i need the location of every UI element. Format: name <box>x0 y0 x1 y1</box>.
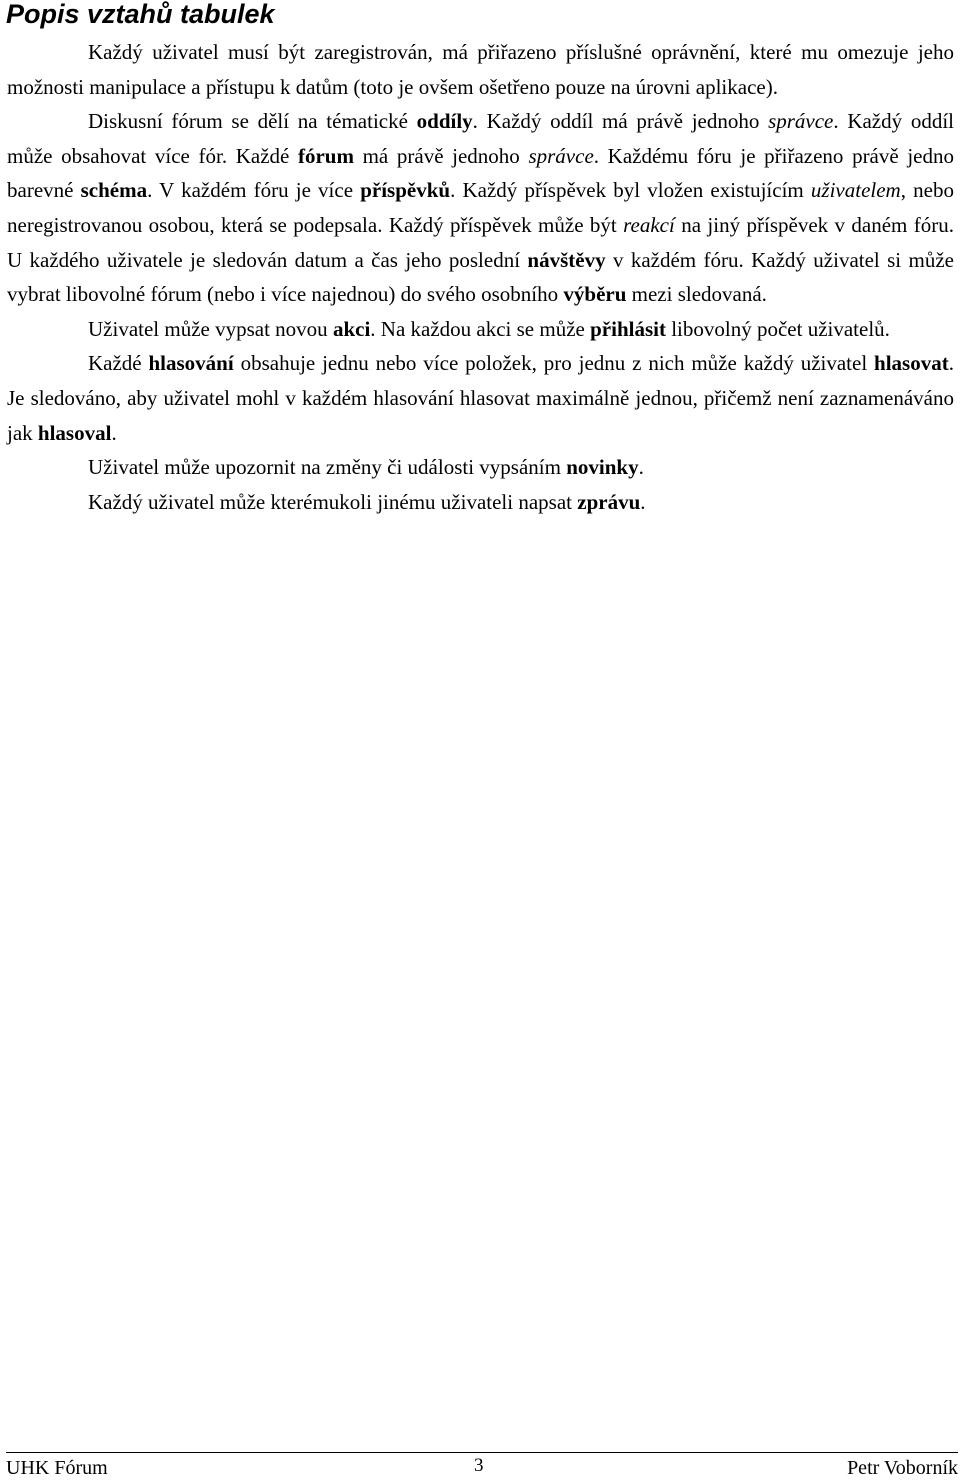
text-run: . Je sledováno, aby uživatel mohl v každém hlasování hlasovat maximálně jednou, přičemž není zaznamenáváno jak <box>7 351 954 445</box>
body-text <box>7 35 954 519</box>
text-run: má právě jednoho <box>353 143 529 168</box>
paragraph <box>7 104 954 312</box>
bold-term: hlasování <box>148 351 234 376</box>
italic-term: uživatelem <box>810 178 901 203</box>
text-run: na jiný příspěvek v daném fóru. U každého uživatele je sledován datum a čas jeho poslední <box>7 212 955 272</box>
text-run: Diskusní fórum se dělí na tématické <box>88 109 417 134</box>
footer-divider <box>6 1452 958 1453</box>
text-run: . Každému fóru je přiřazeno právě jedno barevné <box>7 143 954 203</box>
bold-term: oddíly <box>416 109 473 134</box>
bold-term: návštěvy <box>527 247 606 272</box>
paragraph <box>7 485 954 520</box>
text-run: Každé <box>88 351 149 376</box>
italic-term: správce <box>768 109 834 134</box>
text-run: . Na každou akci se může <box>370 316 591 341</box>
text-run: obsahuje jednu nebo více položek, pro jednu z nich může každý uživatel <box>233 351 875 376</box>
text-run: . <box>640 489 646 514</box>
text-run: Uživatel může vypsat novou <box>88 316 333 341</box>
italic-term: správce <box>528 143 594 168</box>
bold-term: hlasovat <box>874 351 949 376</box>
text-run: . <box>638 455 644 480</box>
text-run: , nebo neregistrovanou osobou, která se podepsala. Každý příspěvek může být <box>7 178 954 237</box>
text-run: . Každý oddíl může obsahovat více fór. Každé <box>7 109 955 168</box>
paragraph <box>7 35 954 104</box>
bold-term: novinky <box>566 455 639 480</box>
bold-term: hlasoval <box>37 420 112 445</box>
footer-author: Petr Voborník <box>847 1457 958 1479</box>
text-run: Každý uživatel může kterémukoli jinému uživateli napsat <box>88 489 578 514</box>
text-run: v každém fóru. Každý uživatel si může vybrat libovolné fórum (nebo i více najednou) do svého osobního <box>7 247 954 307</box>
bold-term: schéma <box>80 178 148 203</box>
text-run: . <box>111 420 117 445</box>
italic-term: reakcí <box>623 212 675 237</box>
footer-left-text: UHK Fórum <box>6 1457 108 1479</box>
text-run: . Každý oddíl má právě jednoho <box>472 109 769 134</box>
text-run: mezi sledovaná. <box>626 282 767 307</box>
bold-term: fórum <box>297 143 354 168</box>
section-heading: Popis vztahů tabulek <box>6 0 275 29</box>
bold-term: výběru <box>563 282 627 307</box>
text-run: Každý uživatel musí být zaregistrován, má přiřazeno příslušné oprávnění, které mu omezuje jeho možnosti manipulace a přístupu k datům (toto je ovšem ošetřeno pouze na úrovni aplikace). <box>7 40 954 99</box>
page-number: 3 <box>474 1455 484 1476</box>
bold-term: přihlásit <box>590 316 666 341</box>
text-run: . V každém fóru je více <box>147 178 361 203</box>
paragraph <box>7 346 954 450</box>
text-run: Uživatel může upozornit na změny či události vypsáním <box>88 455 567 480</box>
text-run: . Každý příspěvek byl vložen existujícím <box>450 178 811 203</box>
bold-term: příspěvků <box>360 178 451 203</box>
paragraph <box>7 312 954 347</box>
bold-term: akci <box>332 316 371 341</box>
bold-term: zprávu <box>577 489 641 514</box>
paragraph <box>7 450 954 485</box>
text-run: libovolný počet uživatelů. <box>665 316 890 341</box>
